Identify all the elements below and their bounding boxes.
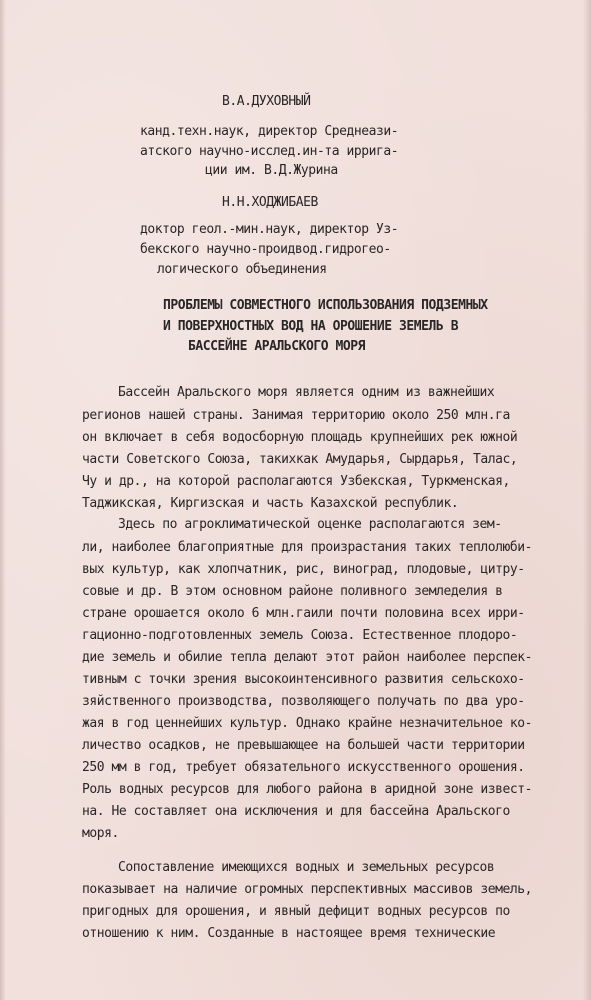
author-1-name: В.А.ДУХОВНЫЙ <box>222 94 311 109</box>
author-2-affiliation-line: логического объединения <box>157 262 327 277</box>
body-text-line: Роль водных ресурсов для любого района в аридной зоне извест- <box>82 782 532 797</box>
body-text-line: дие земель и обилие тепла делают этот район наиболее перспек- <box>82 650 532 665</box>
author-2-affiliation-line: доктор геол.-мин.наук, директор Уз- <box>140 222 399 237</box>
body-text-line: регионов нашей страны. Занимая территорию около 250 млн.га <box>82 408 510 423</box>
body-text-line: части Советского Союза, такихкак Амударья, Сырдарья, Талас, <box>82 452 518 467</box>
author-1-affiliation-line: ции им. В.Д.Журина <box>205 163 338 178</box>
page-edge-shadow-left <box>0 0 6 1000</box>
body-text-line: на. Не составляет она исключения и для бассейна Аральского <box>82 804 510 819</box>
body-text-line: Здесь по агроклиматической оценке располагаются зем- <box>118 517 502 532</box>
body-text-line: отношению к ним. Созданные в настоящее время технические <box>82 926 496 941</box>
body-text-line: моря. <box>82 826 119 841</box>
page-edge-shadow-right <box>583 0 591 1000</box>
article-title-line: ПРОБЛЕМЫ СОВМЕСТНОГО ИСПОЛЬЗОВАНИЯ ПОДЗЕМНЫХ <box>163 298 488 313</box>
body-text-line: тивным с точки зрения высокоинтенсивного развития сельскохо- <box>82 672 525 687</box>
body-text-line: 250 мм в год, требует обязательного искусственного орошения. <box>82 760 525 775</box>
body-text-line: совые и др. В этом основном районе поливного земледелия в <box>82 584 503 599</box>
author-2-name: Н.Н.ХОДЖИБАЕВ <box>222 195 318 210</box>
author-1-affiliation-line: атского научно-исслед.ин-та ирригa- <box>140 144 399 159</box>
body-text-line: гационно-подготовленных земель Союза. Естественное плодоро- <box>82 628 518 643</box>
body-text-line: личество осадков, не превышающее на большей части территории <box>82 738 525 753</box>
article-title-line: БАССЕЙНЕ АРАЛЬСКОГО МОРЯ <box>188 339 366 354</box>
body-text-line: вых культур, как хлопчатник, рис, виноград, плодовые, цитру- <box>82 562 525 577</box>
body-text-line: жая в год ценнейших культур. Однако крайне незначительное ко- <box>82 716 532 731</box>
body-text-line: Чу и др., на которой располагаются Узбекская, Туркменская, <box>82 474 510 489</box>
article-title-line: И ПОВЕРХНОСТНЫХ ВОД НА ОРОШЕНИЕ ЗЕМЕЛЬ В <box>163 319 459 334</box>
author-2-affiliation-line: бекского научно-проидвод.гидрогео- <box>140 242 391 257</box>
body-text-line: пригодных для орошения, и явный дефицит водных ресурсов по <box>82 904 510 919</box>
body-text-line: зяйственного производства, позволяющего получать по два уро- <box>82 694 525 709</box>
author-1-affiliation-line: канд.техн.наук, директор Среднеази- <box>140 124 399 139</box>
body-text-line: Бассейн Аральского моря является одним из важнейших <box>118 385 495 400</box>
body-text-line: показывает на наличие огромных перспективных массивов земель, <box>82 882 532 897</box>
body-text-line: стране орошается около 6 млн.гаили почти половина всех ирри- <box>82 606 525 621</box>
body-text-line: Таджикская, Киргизская и часть Казахской республик. <box>82 496 459 511</box>
body-text-line: ли, наиболее благоприятные для произрастания таких теплолюби- <box>82 540 532 555</box>
body-text-line: он включает в себя водосборную площадь крупнейших рек южной <box>82 430 518 445</box>
body-text-line: Сопоставление имеющихся водных и земельных ресурсов <box>118 860 495 875</box>
